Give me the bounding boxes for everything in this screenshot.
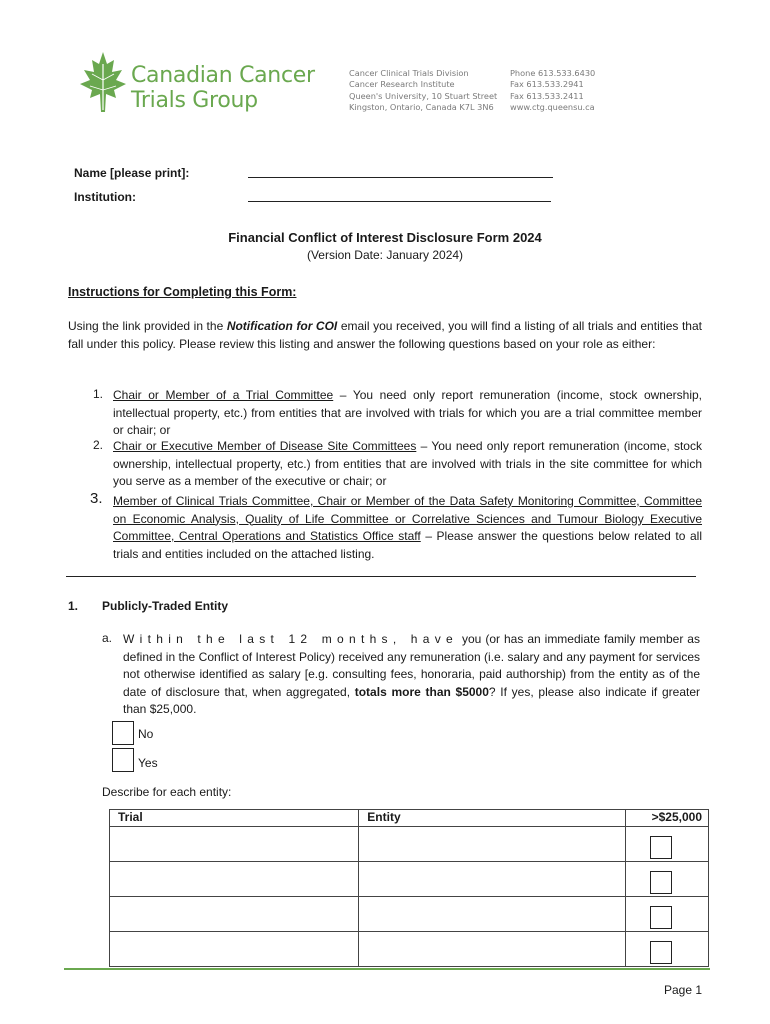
- entity-cell[interactable]: [359, 897, 626, 932]
- table-row: [110, 932, 709, 967]
- phone-text: Phone 613.533.6430: [510, 68, 596, 78]
- org-name-line2: Trials Group: [131, 88, 258, 113]
- address-block: [349, 68, 497, 114]
- instructions-heading: Instructions for Completing this Form:: [68, 285, 297, 299]
- table-header-row: [110, 810, 709, 827]
- item-3-text: Member of Clinical Trials Committee, Chair or Member of the Data Safety Monitoring Committee, Committee on Economic Analysis, Quality of Life Committee or Correlative Sciences and Tumour Biology Executive Committee, Central Operations and Statistics Office staff – Please answer the questions below related to all trials and entities included on the attached listing.: [113, 494, 702, 561]
- item-2-number: 2.: [93, 438, 104, 452]
- address-line1: Queen's University, 10 Stuart Street: [349, 90, 498, 101]
- no-checkbox[interactable]: [112, 721, 134, 745]
- trial-cell[interactable]: [110, 827, 359, 862]
- org-name-line1: Canadian Cancer: [131, 63, 315, 88]
- over-25000-cell: [626, 827, 709, 862]
- over-25000-checkbox[interactable]: [650, 941, 672, 964]
- item-2-text: Chair or Executive Member of Disease Site Committees – You need only report remuneration (income, stock ownership, intellectual property, etc.) from entities that are involved with trials in the site committee for which you serve as a member of the executive or chair; or: [113, 439, 702, 488]
- instructions-intro: Using the link provided in the Notification for COI email you received, you will find a listing of all trials and entities that fall under this policy. Please review this listing and answer the following questions based on your role as either:: [68, 319, 702, 351]
- question-a-text: Within the last 12 months, have you (or has an immediate family member as defined in the Conflict of Interest Policy) received any remuneration (i.e. salary and any payment for services not otherwise identified as salary [e.g. consulting fees, honoraria, paid authorship) from the entity as of the date of disclosure that, when aggregated, totals more than $5000? If yes, please also indicate if greater than $25,000.: [123, 632, 700, 716]
- fax2-text: Fax 613.533.2411: [510, 90, 584, 101]
- section-1-heading: Publicly-Traded Entity: [102, 599, 229, 613]
- table-row: [110, 827, 709, 862]
- question-a-label: a.: [102, 631, 113, 645]
- version-date: (Version Date: January 2024): [306, 248, 464, 262]
- fax1-text: Fax 613.533.2941: [510, 79, 584, 90]
- yes-checkbox[interactable]: [112, 748, 134, 772]
- over-25000-checkbox[interactable]: [650, 871, 672, 894]
- contact-block: [510, 68, 595, 114]
- entity-cell[interactable]: [359, 862, 626, 897]
- no-label: No: [138, 727, 154, 741]
- entity-cell[interactable]: [359, 827, 626, 862]
- section-1-number: 1.: [68, 599, 79, 613]
- division-text: Cancer Clinical Trials Division: [349, 68, 469, 78]
- address-line2: Kingston, Ontario, Canada K7L 3N6: [349, 102, 494, 113]
- website-link[interactable]: www.ctg.queensu.ca: [510, 102, 595, 113]
- name-label: Name [please print]:: [74, 166, 190, 180]
- footer-rule: [64, 968, 710, 970]
- over-25000-cell: [626, 862, 709, 897]
- describe-label: Describe for each entity:: [102, 785, 232, 799]
- entity-table: [109, 809, 709, 967]
- entity-cell[interactable]: [359, 932, 626, 967]
- page-number: Page 1: [664, 983, 703, 997]
- trial-cell[interactable]: [110, 862, 359, 897]
- item-1-number: 1.: [93, 387, 104, 401]
- item-1-text: Chair or Member of a Trial Committee – You need only report remuneration (income, stock ownership, intellectual property, etc.) from entities that are involved with trials for which you are a trial committee member or chair; or: [113, 388, 702, 437]
- header-over-25000: >$25,000: [626, 810, 709, 827]
- over-25000-checkbox[interactable]: [650, 836, 672, 859]
- trial-cell[interactable]: [110, 932, 359, 967]
- item-3-number: 3.: [90, 490, 103, 507]
- institution-label: Institution:: [74, 190, 136, 204]
- form-title: Financial Conflict of Interest Disclosure Form 2024: [228, 230, 542, 245]
- institute-text: Cancer Research Institute: [349, 79, 455, 90]
- institution-field[interactable]: [248, 201, 551, 202]
- table-row: [110, 862, 709, 897]
- maple-leaf-logo-icon: [78, 50, 128, 116]
- section-divider: [66, 576, 696, 577]
- trial-cell[interactable]: [110, 897, 359, 932]
- over-25000-checkbox[interactable]: [650, 906, 672, 929]
- table-row: [110, 897, 709, 932]
- over-25000-cell: [626, 932, 709, 967]
- yes-label: Yes: [138, 756, 158, 770]
- header-trial: Trial: [110, 810, 359, 827]
- over-25000-cell: [626, 897, 709, 932]
- name-field[interactable]: [248, 177, 553, 178]
- header-entity: Entity: [359, 810, 626, 827]
